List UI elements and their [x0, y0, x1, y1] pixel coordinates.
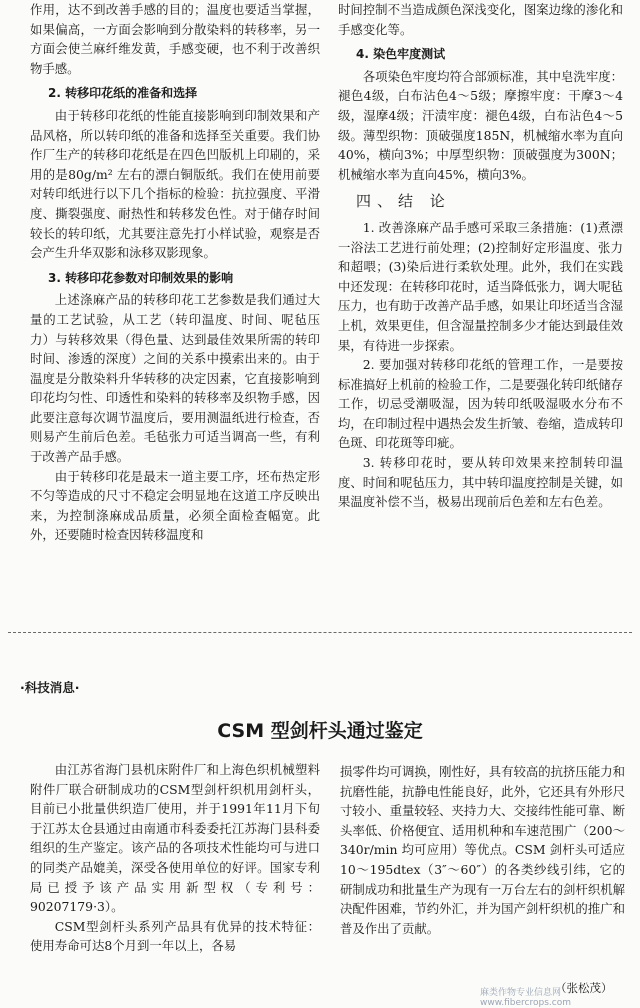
conclusion-item-3: 3. 转移印花时，要从转印效果来控制转印温度、时间和呢毡压力，其中转印温度控制是关键，如果温度补偿不当，极易出现前后色差和左右色差。	[338, 455, 623, 510]
intro-paragraph: 作用，达不到改善手感的目的；温度也要适当掌握，如果偏高，一方面会影响到分散染料的转移率，另一方面会使兰麻纤维发黄，手感变硬，也不利于改善织物手感。	[30, 2, 320, 76]
heading-conclusion: 四、结 论	[356, 192, 451, 211]
heading-print-parameters: 3. 转移印花参数对印制效果的影响	[48, 270, 234, 285]
conclusion-item-2: 2. 要加强对转移印花纸的管理工作，一是要按标准搞好上机前的检验工作，二是要强化转印纸储存工作，切忌受潮吸湿，因为转印纸吸湿吸水分布不均，在印制过程中遇热会发生折皱、卷缩，造成转印色斑、印花斑等印疵。	[338, 357, 623, 451]
paragraph-final-process: 由于转移印花是最末一道主要工序，坯布热定形不匀等造成的尺寸不稳定会明显地在这道工序反映出来，为控制涤麻成品质量，必须全面检查幅宽。此外，还要随时检查因转移温度和	[30, 468, 320, 543]
section-divider	[8, 632, 632, 633]
news-title: CSM 型剑杆头通过鉴定	[217, 720, 423, 742]
news-paragraph-1: 由江苏省海门县机床附件厂和上海色织机械塑料附件厂联合研制成功的CSM型剑杆织机用剑杆头，目前已小批量供织造厂使用，并于1991年11月下旬于江苏太仓县通过由南通市科委委托江苏海门县科委组织的生产鉴定。该产品的各项技术性能均可与进口的同类产品媲美，深受各使用单位的好评。国家专利局已授予该产品实用新型权（专利号：90207179·3）。	[30, 762, 320, 915]
news-paragraph-3: 损零件均可调换，刚性好，具有较高的抗挤压能力和抗磨性能，抗静电性能良好，此外，它还具有外形尺寸较小、重量较轻、夹持力大、交接纬性能可靠、断头率低、价格便宜、适用机种和车速范围广（200～340r/min 均可应用）等优点。CSM 剑杆头可适应10～195dtex（3″～60″）的各类纱线引纬，它的研制成功和批量生产为现有一万台左右的剑杆织机解决配件困难，节约外汇，并为国产剑杆织机的推广和普及作出了贡献。	[340, 764, 625, 936]
paragraph-transfer-paper: 由于转移印花纸的性能直接影响到印制效果和产品风格，所以转印纸的准备和选择至关重要。我们协作厂生产的转移印花纸是在四色凹版机上印刷的，采用的是80g/m² 左右的漂白铜版纸。我们在使用前要对转印纸进行以下几个指标的检验：抗拉强度、平滑度、撕裂强度、耐热性和转移发色性。对于储存时间较长的转印纸，尤其要注意先打小样试验，观察是否会产生升华双影和泳移双影现象。	[30, 107, 320, 261]
news-section-tag: ·科技消息·	[20, 680, 80, 695]
continued-paragraph: 时间控制不当造成颜色深浅变化，图案边缘的渗化和手感变化等。	[338, 2, 623, 37]
left-text-column	[30, 0, 320, 545]
heading-color-fastness: 4. 染色牢度测试	[356, 47, 446, 62]
heading-transfer-paper: 2. 转移印花纸的准备和选择	[48, 86, 198, 101]
news-right-column	[340, 762, 625, 938]
conclusion-item-1: 1. 改善涤麻产品手感可采取三条措施：(1)煮漂一浴法工艺进行前处理；(2)控制好定形温度、张力和超喂；(3)染后进行柔软处理。此外，我们在实践中还发现：在转移印花时，适当降低张力，调大呢毡压力，也有助于改善产品手感，如果让印坯适当含湿上机，效果更佳，但含湿量控制多少才能达到最佳效果，有待进一步探索。	[338, 219, 623, 353]
paragraph-color-fastness: 各项染色牢度均符合部颁标准，其中皂洗牢度：褪色4级，白布沾色4～5级；摩擦牢度：干摩3～4级，湿摩4级；汗渍牢度：褪色4级，白布沾色4～5级。薄型织物：顶破强度185N，机械缩水率为直向40%，横向3%；中厚型织物：顶破强度为300N；机械缩水率为直向45%，横向3%。	[338, 68, 623, 182]
news-author: （张松茂）	[555, 981, 613, 995]
news-paragraph-2: CSM型剑杆头系列产品具有优异的技术特征：使用寿命可达8个月到一年以上，各易	[30, 918, 320, 954]
right-text-column	[338, 0, 623, 512]
news-left-column	[30, 760, 320, 956]
paragraph-print-parameters: 上述涤麻产品的转移印花工艺参数是我们通过大量的工艺试验，从工艺（转印温度、时间、呢毡压力）与转移效果（得色量、达到最佳效果所需的转印时间、渗透的深度）之间的关系中摸索出来的。由于温度是分散染料升华转移的决定因素，它直接影响到印花均匀性、印透性和染料的转移率及织物手感，因此要注意每次调节温度后，要用测温纸进行检查，否则易产生前后色差。毛毡张力可适当调高一些，有利于改善产品手感。	[30, 292, 320, 465]
site-watermark: 麻类作物专业信息网 www.fibercrops.com	[480, 988, 571, 1008]
